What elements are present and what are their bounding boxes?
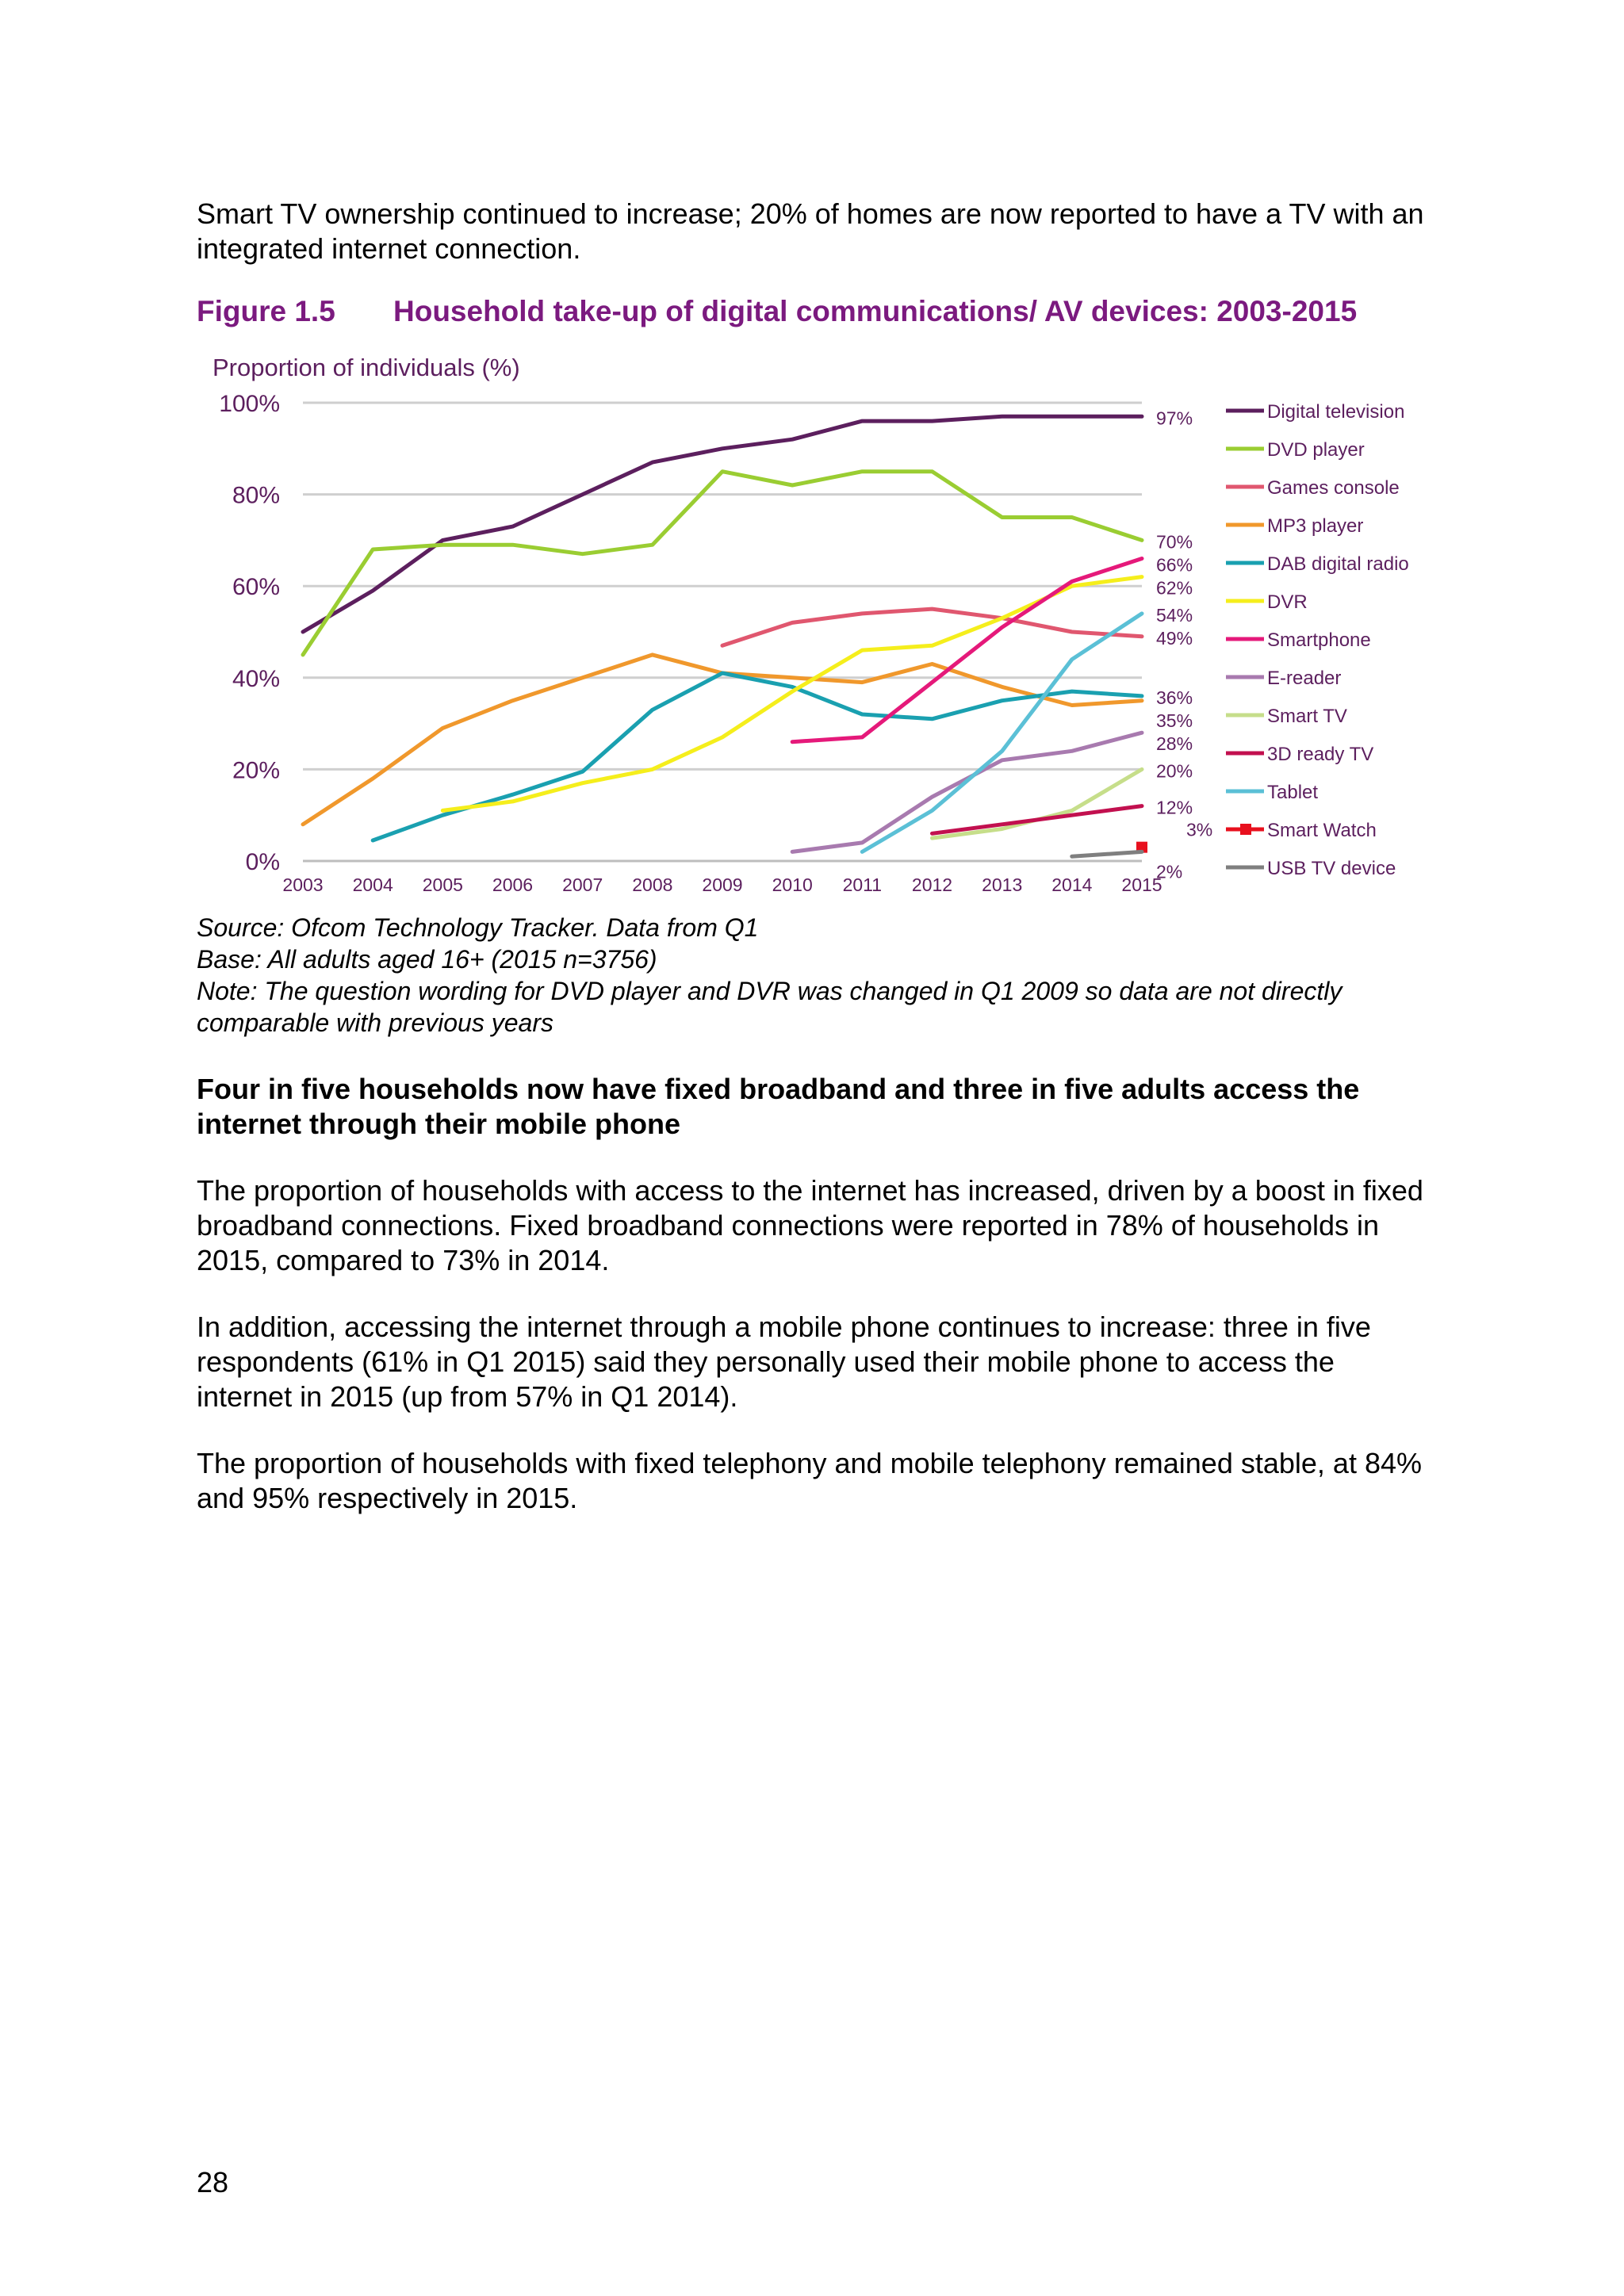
legend-item-mp3-player (1226, 515, 1363, 537)
x-tick-label: 2010 (772, 874, 813, 895)
end-label-3d-ready-tv: 12% (1156, 797, 1193, 818)
source-notes (197, 912, 1434, 1039)
body-paragraph-3: The proportion of households with fixed telephony and mobile telephony remained stable, at 84% and 95% respectively in 2015. (197, 1447, 1422, 1514)
note-line: Note: The question wording for DVD player and DVR was changed in Q1 2009 so data are not directly comparable with previous years (197, 977, 1342, 1037)
x-tick-label: 2011 (842, 874, 883, 895)
end-label-dvr: 62% (1156, 577, 1193, 599)
end-label-dvd-player: 70% (1156, 531, 1193, 553)
series-lines (303, 416, 1147, 856)
y-tick-label: 0% (245, 849, 280, 875)
legend-item-smart-tv (1226, 706, 1347, 727)
body-paragraph-1: The proportion of households with access to the internet has increased, driven by a boost in fixed broadband connections. Fixed broadband connections were reported in 78% of households in 2015, compared to 73% in 2014. (197, 1174, 1423, 1276)
series-line-games-console (722, 609, 1142, 645)
figure-title: Household take-up of digital communications/ AV devices: 2003-2015 (393, 295, 1358, 327)
legend-label: DAB digital radio (1267, 553, 1409, 575)
x-tick-label: 2014 (1051, 874, 1093, 895)
figure-caption (197, 295, 1357, 328)
x-tick-label: 2004 (352, 874, 393, 895)
end-label-smart-watch: 3% (1186, 819, 1213, 840)
y-tick-label: 40% (232, 665, 280, 692)
x-tick-label: 2006 (492, 874, 534, 895)
body-paragraph-2: In addition, accessing the internet through a mobile phone continues to increase: three in five respondents (61% in Q1 2015) said they personally used their mobile phone to access the internet in 2015 (up from 57% in Q1 2014). (197, 1311, 1371, 1413)
line-chart (197, 349, 1465, 904)
section-heading: Four in five households now have fixed broadband and three in five adults access the internet through their mobile phone (197, 1073, 1360, 1140)
y-tick-label: 100% (219, 391, 280, 417)
end-labels (1156, 408, 1212, 882)
legend-item-dab-digital-radio (1226, 553, 1409, 575)
y-tick-label: 60% (232, 574, 280, 601)
legend-marker (1240, 824, 1251, 835)
legend-item-e-reader (1226, 668, 1341, 689)
y-axis-label: Proportion of individuals (%) (213, 354, 520, 381)
legend-item-smart-watch (1226, 820, 1377, 841)
legend-item-dvd-player (1226, 439, 1365, 461)
legend-label: Smartphone (1267, 629, 1371, 651)
end-label-mp3-player: 35% (1156, 710, 1193, 731)
x-tick-label: 2015 (1121, 874, 1162, 895)
intro-paragraph: Smart TV ownership continued to increase; 20% of homes are now reported to have a TV with an integrated internet connection. (197, 197, 1424, 265)
legend-item-dvr (1226, 591, 1308, 613)
legend (1226, 401, 1409, 879)
y-tick-label: 80% (232, 482, 280, 509)
y-tick-label: 20% (232, 757, 280, 784)
end-label-usb-tv-device: 2% (1156, 861, 1183, 882)
series-line-dvr (442, 577, 1142, 811)
y-axis-ticks (219, 391, 280, 875)
series-line-mp3-player (303, 655, 1142, 825)
legend-label: E-reader (1267, 668, 1342, 689)
series-line-dvd-player (303, 472, 1142, 655)
series-line-3d-ready-tv (933, 806, 1143, 834)
end-label-digital-television: 97% (1156, 408, 1193, 429)
end-label-games-console: 49% (1156, 627, 1193, 649)
x-tick-label: 2007 (562, 874, 603, 895)
x-tick-label: 2005 (422, 874, 463, 895)
legend-label: 3D ready TV (1267, 744, 1374, 765)
page-number: 28 (197, 2166, 229, 2198)
figure-number: Figure 1.5 (197, 295, 335, 327)
legend-label: Smart Watch (1267, 820, 1377, 841)
end-label-smartphone: 66% (1156, 554, 1193, 576)
legend-label: Tablet (1267, 782, 1319, 803)
series-line-digital-television (303, 416, 1142, 632)
legend-item-games-console (1226, 477, 1400, 499)
legend-label: Games console (1267, 477, 1400, 499)
legend-item-usb-tv-device (1226, 858, 1396, 879)
legend-item-3d-ready-tv (1226, 744, 1373, 765)
end-label-e-reader: 28% (1156, 733, 1193, 754)
end-label-tablet: 54% (1156, 604, 1193, 626)
legend-label: Smart TV (1267, 706, 1347, 727)
x-tick-label: 2008 (632, 874, 673, 895)
legend-item-smartphone (1226, 629, 1371, 651)
x-axis-ticks (282, 874, 1162, 895)
base-line: Base: All adults aged 16+ (2015 n=3756) (197, 945, 657, 974)
legend-item-tablet (1226, 782, 1318, 803)
x-tick-label: 2013 (982, 874, 1023, 895)
series-line-usb-tv-device (1072, 851, 1142, 856)
x-tick-label: 2012 (911, 874, 953, 895)
legend-label: DVR (1267, 591, 1308, 613)
x-tick-label: 2009 (702, 874, 743, 895)
source-line: Source: Ofcom Technology Tracker. Data from Q1 (197, 913, 759, 942)
legend-label: DVD player (1267, 439, 1365, 461)
legend-label: USB TV device (1267, 858, 1396, 879)
x-tick-label: 2003 (282, 874, 324, 895)
legend-label: MP3 player (1267, 515, 1364, 537)
end-label-dab-digital-radio: 36% (1156, 687, 1193, 708)
legend-item-digital-television (1226, 401, 1404, 423)
end-label-smart-tv: 20% (1156, 760, 1193, 782)
legend-label: Digital television (1267, 401, 1405, 423)
